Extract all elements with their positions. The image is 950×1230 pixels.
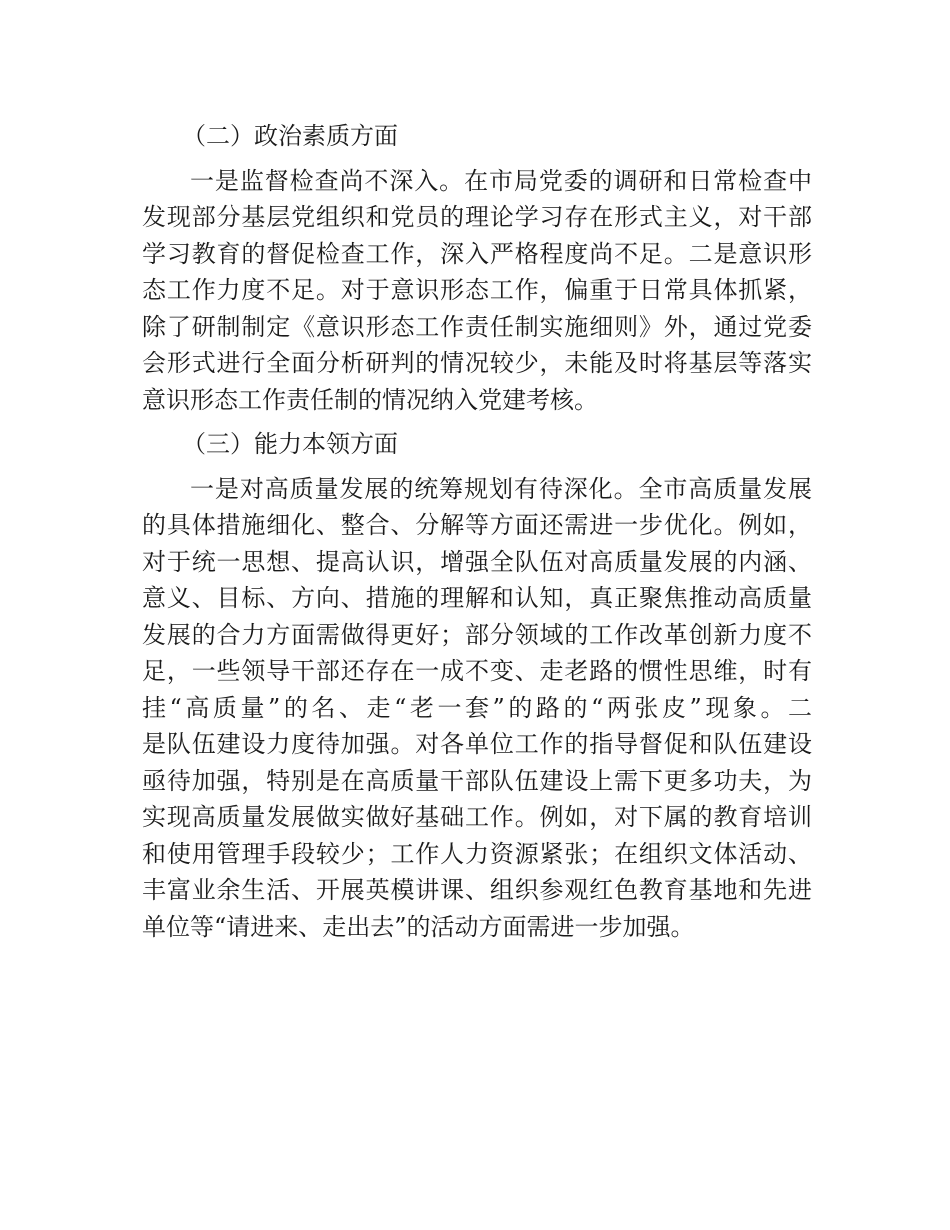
- paragraph-line: 实现高质量发展做实做好基础工作。例如，对下属的教育培训: [142, 803, 812, 831]
- paragraph-line: 一是对高质量发展的统筹规划有待深化。全市高质量发展: [190, 474, 812, 503]
- section-heading-political: （二）政治素质方面: [182, 122, 398, 150]
- paragraph-line: 是队伍建设力度待加强。对各单位工作的指导督促和队伍建设: [142, 730, 812, 758]
- paragraph-line: 发展的合力方面需做得更好；部分领域的工作改革创新力度不: [142, 620, 812, 649]
- paragraph-line: 除了研制制定《意识形态工作责任制实施细则》外，通过党委: [142, 312, 812, 341]
- paragraph-line: 和使用管理手段较少；工作人力资源紧张；在组织文体活动、: [142, 839, 812, 868]
- paragraph-line: 发现部分基层党组织和党员的理论学习存在形式主义，对干部: [142, 203, 812, 231]
- paragraph-line: 会形式进行全面分析研判的情况较少，未能及时将基层等落实: [142, 349, 812, 377]
- spacer: [142, 155, 812, 163]
- paragraph-line: 足，一些领导干部还存在一成不变、走老路的惯性思维，时有: [142, 657, 812, 685]
- paragraph-line: 对于统一思想、提高认识，增强全队伍对高质量发展的内涵、: [142, 547, 812, 576]
- spacer: [142, 418, 812, 426]
- paragraph-line: 亟待加强，特别是在高质量干部队伍建设上需下更多功夫，为: [142, 766, 812, 795]
- document-body: [142, 118, 812, 945]
- paragraph-line: 的具体措施细化、整合、分解等方面还需进一步优化。例如，: [142, 511, 812, 539]
- paragraph-line: 态工作力度不足。对于意识形态工作，偏重于日常具体抓紧，: [142, 276, 812, 304]
- paragraph-line: 意识形态工作责任制的情况纳入党建考核。: [142, 385, 598, 414]
- paragraph-line: 学习教育的督促检查工作，深入严格程度尚不足。二是意识形: [142, 239, 812, 268]
- paragraph-line: 单位等“请进来、走出去”的活动方面需进一步加强。: [142, 912, 695, 941]
- paragraph-line: 意义、目标、方向、措施的理解和认知，真正聚焦推动高质量: [142, 584, 812, 612]
- paragraph-line: 丰富业余生活、开展英模讲课、组织参观红色教育基地和先进: [142, 876, 812, 904]
- paragraph-line: 一是监督检查尚不深入。在市局党委的调研和日常检查中: [190, 166, 812, 195]
- section-heading-ability: （三）能力本领方面: [182, 430, 398, 458]
- paragraph-line: 挂“高质量”的名、走“老一套”的路的“两张皮”现象。二: [142, 693, 812, 722]
- spacer: [142, 463, 812, 471]
